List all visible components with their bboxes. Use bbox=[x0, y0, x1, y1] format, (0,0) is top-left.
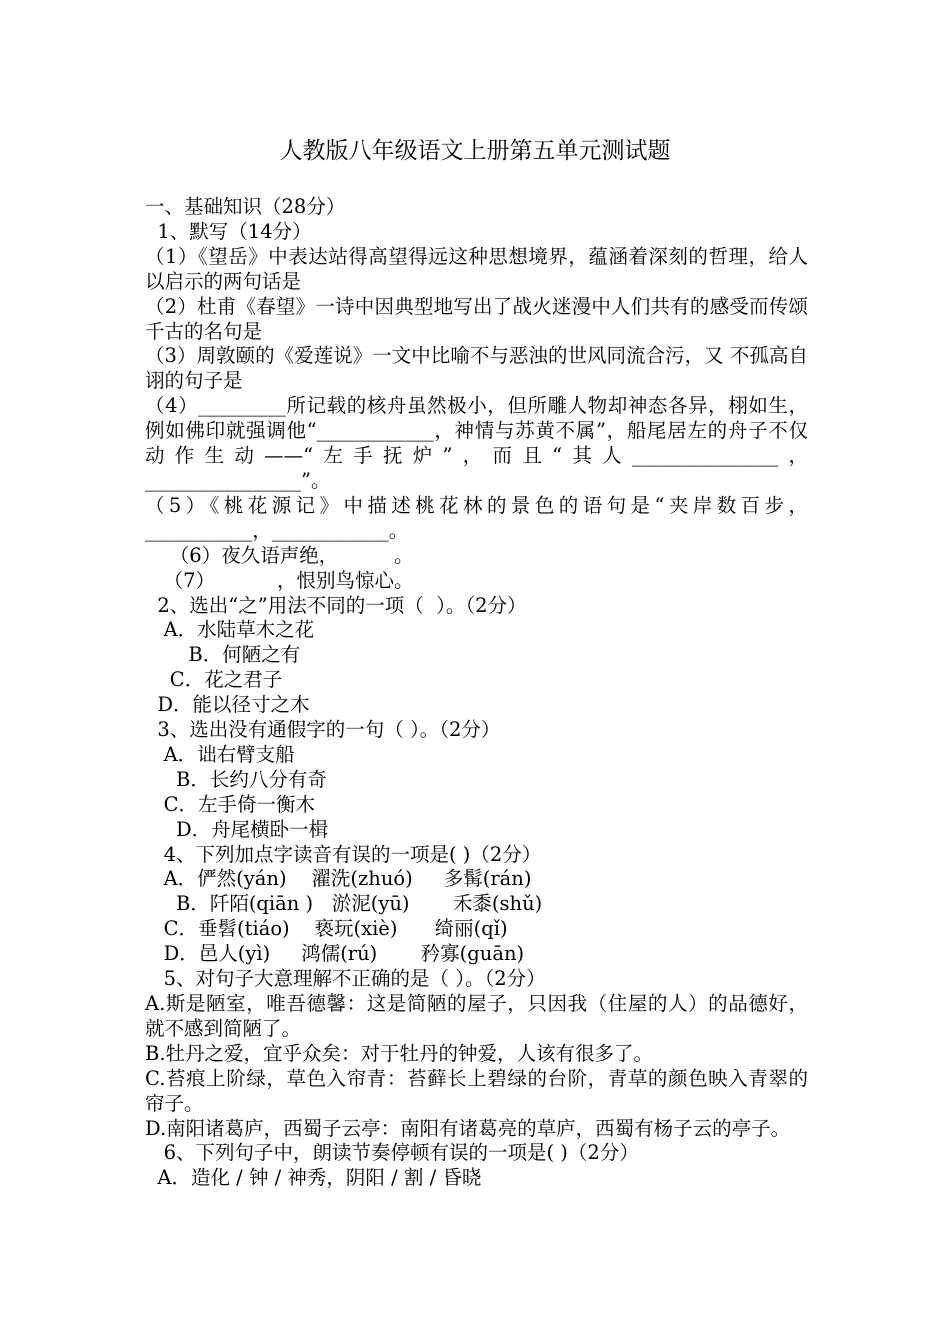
question-item: （7） ，恨别鸟惊心。 bbox=[145, 568, 414, 592]
page-title: 人教版八年级语文上册第五单元测试题 bbox=[279, 138, 671, 164]
question-heading: 4、下列加点字读音有误的一项是( )（2分） bbox=[145, 842, 542, 866]
answer-option: C.苔痕上阶绿，草色入帘青：苔藓长上碧绿的台阶，青草的颜色映入青翠的帘子。 bbox=[145, 1066, 808, 1115]
question-heading: 5、对句子大意理解不正确的是（ ）。（2分） bbox=[145, 967, 546, 991]
answer-option: C．垂髫(tiáo) 亵玩(xiè) 绮丽(qǐ) bbox=[145, 917, 508, 941]
question-item: （6）夜久语声绝， 。 bbox=[145, 543, 414, 567]
answer-option: A．诎右臂支船 bbox=[145, 742, 295, 766]
answer-option: D．舟尾横卧一楫 bbox=[145, 817, 329, 841]
answer-option: A.斯是陋室，唯吾德馨：这是简陋的屋子，只因我（住屋的人）的品德好，就不感到简陋了。 bbox=[145, 992, 808, 1040]
answer-option: B．长约八分有奇 bbox=[145, 767, 327, 791]
section-heading: 一、基础知识（28分） bbox=[145, 195, 346, 218]
answer-option: B．何陋之有 bbox=[145, 643, 301, 667]
question-heading: 2、选出“之”用法不同的一项（ ）。（2分） bbox=[145, 593, 527, 617]
answer-option: D.南阳诸葛庐，西蜀子云亭：南阳有诸葛亮的草庐，西蜀有杨子云的亭子。 bbox=[145, 1116, 791, 1140]
question-item: （1）《望岳》中表达站得高望得远这种思想境界，蕴涵着深刻的哲理，给人以启示的两句话是 bbox=[145, 244, 808, 293]
answer-option: C．花之君子 bbox=[145, 668, 283, 692]
answer-option: B．阡陌(qiān ) 淤泥(yū) 禾黍(shǔ) bbox=[145, 892, 543, 916]
question-item: （2）杜甫《春望》一诗中因典型地写出了战火迷漫中人们共有的感受而传颂千古的名句是 bbox=[145, 294, 808, 343]
question-item: （4）_________所记载的核舟虽然极小，但所雕人物却神态各异，栩如生，例如佛印就强调他“____________，神情与苏黄不属”，船尾居左的舟子不仅动作生动——“左手抚炉”，而且“其人_______________，________________”。 bbox=[145, 394, 808, 492]
question-heading: 6、下列句子中，朗读节奏停顿有误的一项是( )（2分） bbox=[145, 1141, 639, 1165]
answer-option: D．能以径寸之木 bbox=[145, 693, 310, 717]
answer-option: B.牡丹之爱，宜乎众矣：对于牡丹的钟爱，人该有很多了。 bbox=[145, 1041, 654, 1065]
document-body bbox=[145, 195, 808, 1191]
answer-option: D．邑人(yì) 鸿儒(rú) 矜寡(guān) bbox=[145, 942, 525, 966]
answer-option: A．俨然(yán) 濯洗(zhuó) 多髯(rán) bbox=[145, 867, 532, 891]
question-item: （3）周敦颐的《爱莲说》一文中比喻不与恶浊的世风同流合污，又 不孤高自诩的句子是 bbox=[145, 344, 808, 393]
answer-option: A．水陆草木之花 bbox=[145, 618, 315, 642]
answer-option: A．造化 / 钟 / 神秀，阴阳 / 割 / 昏晓 bbox=[145, 1166, 482, 1190]
answer-option: C．左手倚一衡木 bbox=[145, 792, 316, 816]
question-heading: 1、默写（14分） bbox=[145, 219, 312, 243]
question-item: （5）《桃花源记》中描述桃花林的景色的语句是“夹岸数百步，___________，____________。 bbox=[145, 493, 808, 542]
question-heading: 3、选出没有通假字的一句（ ）。（2分） bbox=[145, 718, 501, 742]
